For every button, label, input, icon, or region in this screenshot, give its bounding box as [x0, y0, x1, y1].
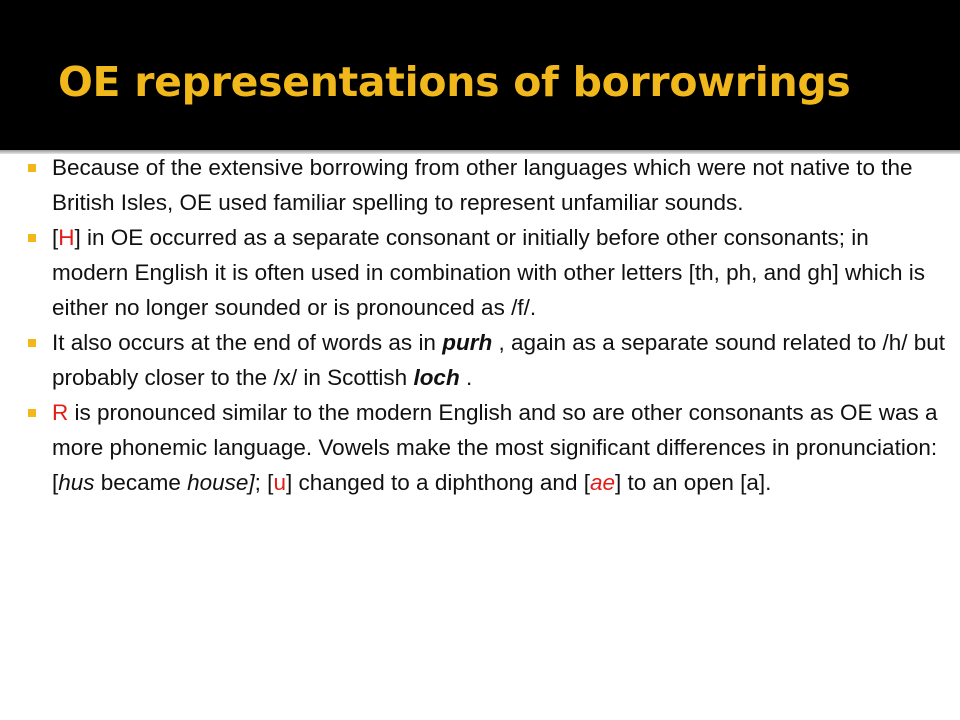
square-bullet-icon	[28, 234, 36, 242]
highlight-letter-u: u	[273, 470, 286, 495]
bullet-text: It also occurs at the end of words as in	[52, 330, 443, 355]
slide-title: OE representations of borrowrings	[58, 58, 851, 106]
bullet-text: .	[459, 365, 473, 390]
bullet-item-end-of-words	[0, 325, 960, 395]
bullet-item-borrowing	[0, 150, 960, 220]
bullet-text: ] in OE occurred as a separate consonant or initially before other consonants; in modern English it is often used in combination with other letters [th, ph, and gh] which is either no longer sounded or is pronounced as /f/.	[52, 225, 925, 320]
highlight-letter-r: R	[52, 400, 69, 425]
example-word-loch: loch	[413, 365, 460, 390]
highlight-ae: ae	[589, 470, 615, 495]
square-bullet-icon	[28, 164, 36, 172]
square-bullet-icon	[28, 339, 36, 347]
bullet-text: , again as a separate sound related to /h/ but probably closer to the /x/ in Scottish	[52, 330, 946, 390]
example-word-house: house]	[187, 470, 255, 495]
bullet-text: is pronounced similar to the modern English and so are other consonants as OE was a more phonemic language. Vowels make the most significant differences in pronunciation: [	[52, 400, 938, 495]
bullet-list	[0, 150, 960, 500]
example-word-hus: hus	[58, 470, 95, 495]
bullet-item-h	[0, 220, 960, 325]
bullet-text: became	[94, 470, 188, 495]
bullet-item-r	[0, 395, 960, 500]
bullet-text: Because of the extensive borrowing from other languages which were not native to the British Isles, OE used familiar spelling to represent unfamiliar sounds.	[52, 155, 913, 215]
slide-body	[0, 150, 960, 500]
example-word-purh: purh	[442, 330, 493, 355]
bullet-text: ; [	[254, 470, 274, 495]
bracket-open: [	[52, 225, 59, 250]
title-bar	[0, 0, 960, 150]
highlight-letter-h: H	[58, 225, 75, 250]
bullet-text: ] to an open [a].	[615, 470, 772, 495]
square-bullet-icon	[28, 409, 36, 417]
bullet-text: ] changed to a diphthong and [	[285, 470, 590, 495]
